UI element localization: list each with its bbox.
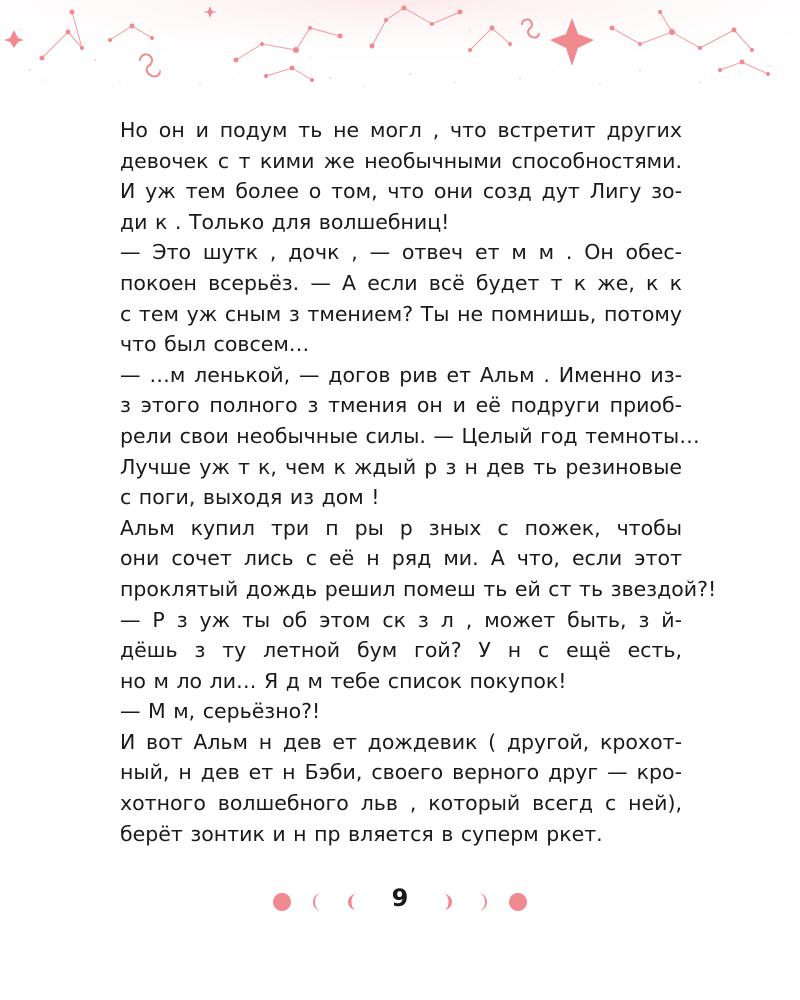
constellation-header [0,0,800,100]
text-line: с тем уж сным з тмением? Ты не помнишь, потому [120,301,682,326]
text-line: ный, н дев ет н Бэби, своего верного друг — кро- [120,760,682,785]
text-line: И вот Альм н дев ет дождевик ( другой, крохот- [120,729,682,754]
text-line: рели свои необычные силы. — Целый год темноты… [120,423,700,448]
text-line: что был совсем… [120,332,310,357]
page-number: 9 [391,884,409,912]
text-line: дёшь з ту летной бум гой? У н с ещё есть, [120,638,682,663]
text-line: но м ло ли… Я д м тебе список покупок! [120,668,567,693]
story-text [120,115,717,849]
text-line: — М м, серьёзно?! [120,699,321,724]
text-line: берёт зонтик и н пр вляется в суперм ркет. [120,821,603,846]
text-line: И уж тем более о том, что они созд дут Лигу зо- [120,179,682,204]
full-moon-icon [273,893,291,911]
text-line: проклятый дождь решил помеш ть ей ст ть звездой?! [120,576,717,601]
text-line: — …м ленькой, — догов рив ет Альм . Именно из- [120,362,682,387]
moon-phase-icon [444,894,452,910]
text-line: Альм купил три п ры р зных с пожек, чтобы [120,515,682,540]
text-line: хотного волшебного льв , который всегд с ней), [120,791,682,816]
text-line: с поги, выходя из дом ! [120,485,380,510]
text-line: покоен всерьёз. — А если всё будет т к же, к к [120,270,682,295]
text-line: з этого полного з тмения он и её подруги приоб- [120,393,682,418]
text-line: Но он и подум ть не могл , что встретит других [120,118,682,142]
moon-phase-icon [478,893,487,911]
text-line: — Р з уж ты об этом ск з л , может быть, з й- [120,607,682,632]
text-line: девочек с т кими же необычными способностями. [120,148,682,173]
moon-phase-icon [348,894,356,910]
text-line: Лучше уж т к, чем к ждый р з н дев ть резиновые [120,454,682,479]
full-moon-icon [509,893,527,911]
moon-phase-icon [313,893,322,911]
text-line: — Это шутк , дочк , — отвеч ет м м . Он обес- [120,240,682,265]
text-line: они сочет лись с её н ряд ми. А что, если этот [120,546,682,571]
text-line: ди к . Только для волшебниц! [120,209,450,234]
